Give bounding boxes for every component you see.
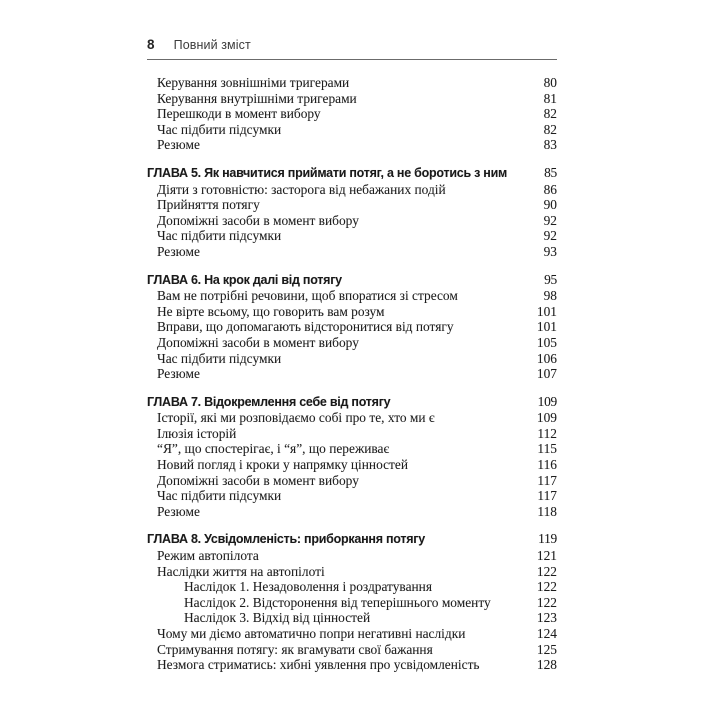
toc-entry-label: Прийняття потягу	[157, 197, 260, 213]
toc-entry-label: Час підбити підсумки	[157, 121, 282, 137]
toc-entry-row	[147, 473, 557, 489]
toc-entry-label: Резюме	[157, 366, 200, 382]
toc-entry-label: Час підбити підсумки	[157, 228, 282, 244]
toc-entry-label: Наслідок 3. Відхід від цінностей	[184, 610, 371, 626]
toc-entry-page: 82	[543, 121, 557, 137]
toc-entry-row	[147, 288, 557, 304]
toc-entry-row	[147, 91, 557, 107]
toc-entry-label: Режим автопілота	[157, 548, 259, 564]
toc-section	[147, 165, 557, 260]
toc-entry-row	[147, 182, 557, 198]
toc-entry-label: Резюме	[157, 503, 200, 519]
toc-entry-row	[147, 579, 557, 595]
toc-entry-page: 122	[536, 579, 557, 595]
toc-entry-page: 116	[537, 457, 557, 473]
toc-chapter-row	[147, 531, 557, 548]
toc-entry-page: 112	[537, 425, 557, 441]
toc-entry-page: 123	[536, 610, 557, 626]
toc-entry-row	[147, 626, 557, 642]
toc-entry-page: 128	[536, 657, 557, 673]
toc-entry-row	[147, 351, 557, 367]
toc-entry-page: 119	[538, 531, 557, 547]
toc-entry-page: 115	[537, 441, 557, 457]
toc-entry-label: Стримування потягу: як вгамувати свої бажання	[157, 641, 433, 657]
toc-entry-page: 117	[537, 472, 557, 488]
toc-entry-row	[147, 595, 557, 611]
toc-entry-page: 81	[543, 90, 557, 106]
toc-entry-row	[147, 410, 557, 426]
toc-section	[147, 394, 557, 520]
toc-entry-page: 124	[536, 626, 557, 641]
toc-entry-label: Ілюзія історій	[157, 425, 237, 441]
toc-entry-row	[147, 564, 557, 580]
toc-entry-page: 86	[543, 181, 557, 197]
toc-entry-row	[147, 366, 557, 382]
toc-entry-page: 121	[536, 548, 557, 564]
toc-entry-row	[147, 548, 557, 564]
toc-entry-label: Допоміжні засоби в момент вибору	[157, 212, 359, 228]
toc-chapter-row	[147, 272, 557, 289]
toc-entry-label: “Я”, що спостерігає, і “я”, що переживає	[157, 441, 390, 457]
toc-section	[147, 531, 557, 672]
toc-entry-label: Керування зовнішніми тригерами	[157, 75, 350, 90]
toc-section	[147, 272, 557, 382]
toc-chapter-row	[147, 394, 557, 411]
toc-entry-page: 82	[543, 106, 557, 122]
toc-entry-label: Незмога стриматись: хибні уявлення про усвідомленість	[157, 657, 480, 673]
toc-entry-row	[147, 197, 557, 213]
toc-entry-label: Час підбити підсумки	[157, 350, 282, 366]
toc-entry-label: Новий погляд і кроки у напрямку цінностей	[157, 457, 409, 473]
toc-entry-row	[147, 319, 557, 335]
toc-entry-row	[147, 488, 557, 504]
toc-chapter-label: ГЛАВА 7. Відокремлення себе від потягу	[147, 394, 391, 409]
toc-entry-row	[147, 504, 557, 520]
toc-entry-row	[147, 642, 557, 658]
toc-entry-label: Вам не потрібні речовини, щоб впоратися зі стресом	[157, 288, 458, 304]
toc-entry-row	[147, 228, 557, 244]
toc-entry-label: Перешкоди в момент вибору	[157, 106, 321, 122]
toc-entry-page: 85	[544, 164, 557, 180]
toc-entry-page: 107	[536, 366, 557, 382]
toc-entry-row	[147, 657, 557, 673]
toc-entry-label: Допоміжні засоби в момент вибору	[157, 334, 359, 350]
toc-entry-row	[147, 75, 557, 91]
toc-section	[147, 75, 557, 153]
toc-entry-page: 122	[536, 563, 557, 579]
toc-entry-label: Резюме	[157, 243, 200, 259]
toc-entry-page: 105	[536, 334, 557, 350]
toc-entry-page: 80	[543, 75, 557, 90]
toc-entry-row	[147, 213, 557, 229]
toc-chapter-label: ГЛАВА 5. Як навчитися приймати потяг, а не боротись з ним	[147, 165, 508, 180]
toc-entry-row	[147, 426, 557, 442]
toc-entry-page: 109	[536, 410, 557, 426]
toc-entry-page: 98	[543, 288, 557, 304]
toc-entry-page: 125	[536, 641, 557, 657]
toc-entry-label: Наслідок 2. Відсторонення від теперішнього моменту	[184, 594, 491, 610]
toc-list	[147, 75, 557, 673]
toc-entry-row	[147, 335, 557, 351]
toc-entry-page: 92	[543, 212, 557, 228]
toc-chapter-row	[147, 165, 557, 182]
toc-entry-label: Чому ми діємо автоматично попри негативні наслідки	[157, 626, 466, 641]
toc-entry-page: 95	[544, 271, 557, 287]
toc-entry-label: Не вірте всьому, що говорить вам розум	[157, 303, 385, 319]
toc-entry-label: Час підбити підсумки	[157, 488, 282, 504]
page-content	[147, 37, 557, 673]
toc-entry-label: Наслідки життя на автопілоті	[157, 563, 325, 579]
toc-entry-label: Історії, які ми розповідаємо собі про те, хто ми є	[157, 410, 435, 426]
toc-chapter-label: ГЛАВА 6. На крок далі від потягу	[147, 272, 342, 287]
toc-entry-page: 118	[537, 503, 557, 519]
toc-entry-page: 109	[537, 393, 557, 409]
toc-entry-label: Допоміжні засоби в момент вибору	[157, 472, 359, 488]
toc-entry-page: 93	[543, 243, 557, 259]
toc-entry-page: 117	[537, 488, 557, 504]
toc-entry-page: 83	[543, 137, 557, 153]
page-header	[147, 37, 557, 60]
running-title: Повний зміст	[173, 38, 251, 52]
toc-entry-page: 101	[536, 319, 557, 335]
toc-entry-row	[147, 137, 557, 153]
toc-entry-row	[147, 304, 557, 320]
page-number: 8	[147, 37, 155, 52]
toc-entry-page: 90	[543, 197, 557, 213]
toc-chapter-label: ГЛАВА 8. Усвідомленість: приборкання потягу	[147, 532, 425, 547]
toc-entry-page: 106	[536, 350, 557, 366]
toc-entry-page: 122	[536, 594, 557, 610]
toc-entry-label: Діяти з готовністю: засторога від небажаних подій	[157, 181, 446, 197]
toc-entry-row	[147, 106, 557, 122]
toc-entry-row	[147, 457, 557, 473]
toc-entry-row	[147, 122, 557, 138]
toc-entry-page: 101	[536, 303, 557, 319]
toc-entry-label: Вправи, що допомагають відсторонитися від потягу	[157, 319, 454, 335]
toc-entry-row	[147, 610, 557, 626]
toc-entry-label: Резюме	[157, 137, 200, 153]
toc-entry-page: 92	[543, 228, 557, 244]
toc-entry-label: Наслідок 1. Незадоволення і роздратування	[184, 579, 433, 595]
toc-entry-row	[147, 441, 557, 457]
toc-entry-label: Керування внутрішніми тригерами	[157, 90, 357, 106]
toc-entry-row	[147, 244, 557, 260]
